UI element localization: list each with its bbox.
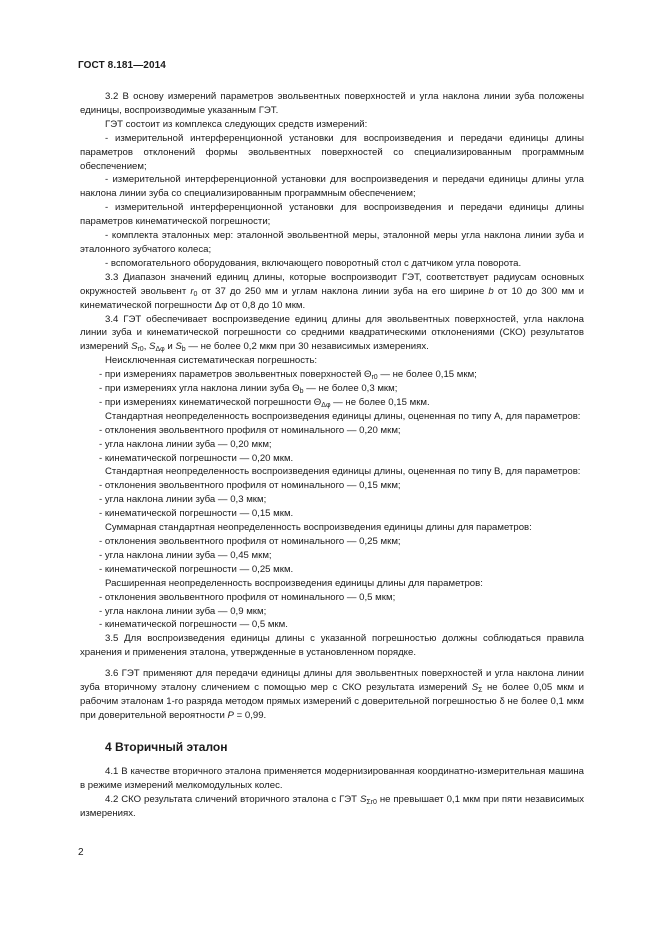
- list-item: - отклонения эвольвентного профиля от номинального — 0,25 мкм;: [99, 536, 401, 547]
- section-4-title: 4 Вторичный эталон: [105, 739, 228, 754]
- list-item: - при измерениях параметров эвольвентных поверхностей $\Theta_{r0}$ — не более 0,15 мкм;: [99, 369, 477, 382]
- list-item: - отклонения эвольвентного профиля от номинального — 0,5 мкм;: [99, 591, 396, 603]
- document-body: [80, 90, 584, 820]
- paragraph-3-2: 3.2 В основу измерений параметров эвольвентных поверхностей и угла наклона линии зуба положены единицы, воспроизводимые указанным ГЭТ.: [80, 91, 584, 116]
- expanded-title: Расширенная неопределенность воспроизведения единицы длины для параметров:: [105, 577, 483, 589]
- type-b-title: Стандартная неопределенность воспроизведения единицы длины, оцененная по типу В, для параметров:: [105, 466, 581, 478]
- paragraph-3-6: 3.6 ГЭТ применяют для передачи единицы длины для эвольвентных поверхностей и угла наклона линии зуба вторичному эталону сличением с помощью мер с СКО результата измерений $S_\Sigma$ не более 0,05 мкм и рабочим эталонам 1-го разряда методом прямых измерений с доверительной погрешностью δ не более 0,1 мкм при доверительной вероятности P = 0,99.: [80, 668, 584, 721]
- list-item: - отклонения эвольвентного профиля от номинального — 0,20 мкм;: [99, 424, 401, 436]
- list-item: - кинематической погрешности — 0,15 мкм.: [99, 508, 294, 520]
- list-item: - вспомогательного оборудования, включающего поворотный стол с датчиком угла поворота.: [105, 257, 522, 269]
- paragraph-3-5: 3.5 Для воспроизведения единицы длины с указанной погрешностью должны соблюдаться правила хранения и применения эталона, утвержденные в установленном порядке.: [80, 633, 584, 659]
- list-item: - угла наклона линии зуба — 0,3 мкм;: [99, 494, 267, 506]
- list-item: - угла наклона линии зуба — 0,9 мкм;: [99, 605, 267, 617]
- list-item: - кинематической погрешности — 0,25 мкм.: [99, 563, 294, 575]
- list-item: - комплекта эталонных мер: эталонной эвольвентной меры, эталонной меры угла наклона линии зуба и эталонного зубчатого колеса;: [80, 230, 584, 255]
- list-item: - при измерениях угла наклона линии зуба $\Theta_b$ — не более 0,3 мкм;: [99, 383, 398, 396]
- paragraph-4-1: 4.1 В качестве вторичного эталона применяется модернизированная координатно-измерительная машина в режиме измерений мелкомодульных колес.: [80, 765, 584, 791]
- nse-title: Неисключенная систематическая погрешность:: [105, 355, 318, 367]
- list-item: - угла наклона линии зуба — 0,45 мкм;: [99, 549, 272, 561]
- list-item: - измерительной интерференционной установки для воспроизведения и передачи единицы длины параметров отклонений формы эвольвентных поверхностей со специализированным программным обеспечением;: [80, 132, 584, 172]
- paragraph-3-3: 3.3 Диапазон значений единиц длины, которые воспроизводит ГЭТ, соответствует радиусам основных окружностей эвольвент $r_0$ от 37 до 250 мм и углам наклона линии зуба на его ширине b от 10 до 300 мм и кинематической погрешности Δφ от 0,8 до 10 мкм.: [80, 271, 584, 311]
- list-item: - измерительной интерференционной установки для воспроизведения и передачи единицы длины параметров кинематической погрешности;: [80, 202, 584, 228]
- list-item: - кинематической погрешности — 0,5 мкм.: [99, 619, 288, 631]
- list-item: - измерительной интерференционной установки для воспроизведения и передачи единицы длины угла наклона линии зуба со специализированным программным обеспечением;: [80, 174, 584, 200]
- list-item: - кинематической погрешности — 0,20 мкм.: [99, 452, 294, 464]
- list-item: - при измерениях кинематической погрешности $\Theta_{\Delta\varphi}$ — не более 0,15 мкм.: [99, 396, 430, 409]
- page-number: 2: [78, 847, 84, 858]
- paragraph-4-2: 4.2 СКО результата сличений вторичного эталона с ГЭТ $S_{\Sigma r0}$ не превышает 0,1 мкм при пяти независимых измерениях.: [80, 793, 584, 819]
- type-a-title: Стандартная неопределенность воспроизведения единицы длины, оцененная по типу А, для параметров:: [105, 410, 581, 422]
- list-item: - угла наклона линии зуба — 0,20 мкм;: [99, 438, 272, 450]
- paragraph-3-4: 3.4 ГЭТ обеспечивает воспроизведение единиц длины для эвольвентных поверхностей, угла наклона линии зуба и кинематической погрешности со средними квадратическими отклонениями (СКО) результатов измерений $S_{r0}$, $S_{\Delta\varphi}$ и $S_b$ — не более 0,2 мкм при 30 независимых измерениях.: [80, 313, 584, 354]
- document-header: ГОСТ 8.181—2014: [78, 60, 166, 71]
- paragraph-3-2-intro: ГЭТ состоит из комплекса следующих средств измерений:: [105, 118, 368, 130]
- combined-title: Суммарная стандартная неопределенность воспроизведения единицы длины для параметров:: [105, 522, 532, 534]
- list-item: - отклонения эвольвентного профиля от номинального — 0,15 мкм;: [99, 480, 401, 492]
